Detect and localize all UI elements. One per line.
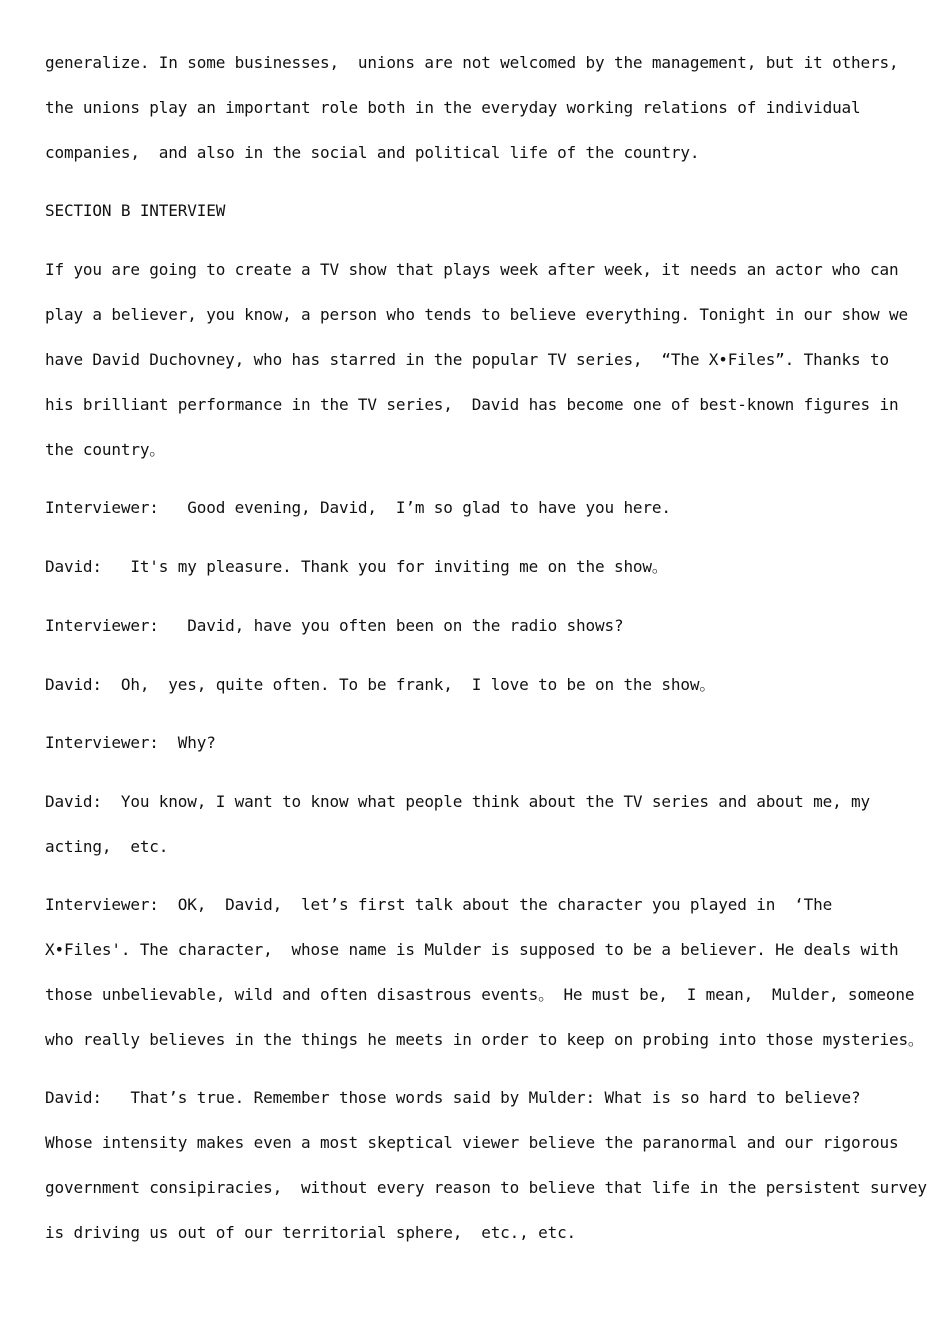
dialogue-line: Interviewer: Why? xyxy=(45,733,216,752)
section-heading: SECTION B INTERVIEW xyxy=(45,201,226,220)
dialogue-line: acting, etc. xyxy=(45,837,169,856)
dialogue-line: Interviewer: Good evening, David, I’m so glad to have you here. xyxy=(45,498,671,517)
text-line: play a believer, you know, a person who tends to believe everything. Tonight in our show we xyxy=(45,305,908,324)
dialogue-line: government consipiracies, without every reason to believe that life in the persistent survey xyxy=(45,1178,927,1197)
dialogue-line: Interviewer: OK, David, let’s first talk about the character you played in ‘The xyxy=(45,895,833,914)
dialogue-line: David: It's my pleasure. Thank you for inviting me on the show。 xyxy=(45,557,668,576)
text-line: generalize. In some businesses, unions are not welcomed by the management, but it others, xyxy=(45,53,899,72)
text-line: his brilliant performance in the TV series, David has become one of best-known figures in xyxy=(45,395,899,414)
dialogue-line: is driving us out of our territorial sphere, etc., etc. xyxy=(45,1223,577,1242)
text-line: companies, and also in the social and political life of the country. xyxy=(45,143,700,162)
dialogue-line: David: Oh, yes, quite often. To be frank, I love to be on the show。 xyxy=(45,675,716,694)
text-line: have David Duchovney, who has starred in the popular TV series, “The X•Files”. Thanks to xyxy=(45,350,889,369)
text-line: If you are going to create a TV show that plays week after week, it needs an actor who can xyxy=(45,260,899,279)
dialogue-line: David: You know, I want to know what people think about the TV series and about me, my xyxy=(45,792,871,811)
dialogue-line: X•Files'. The character, whose name is Mulder is supposed to be a believer. He deals with xyxy=(45,940,899,959)
dialogue-line: Interviewer: David, have you often been on the radio shows? xyxy=(45,616,624,635)
text-line: the unions play an important role both in the everyday working relations of individual xyxy=(45,98,861,117)
text-line: the country。 xyxy=(45,440,166,459)
dialogue-line: who really believes in the things he meets in order to keep on probing into those mysteries。 xyxy=(45,1030,924,1049)
dialogue-line: David: That’s true. Remember those words said by Mulder: What is so hard to believe? xyxy=(45,1088,861,1107)
dialogue-line: those unbelievable, wild and often disastrous events。 He must be, I mean, Mulder, someone xyxy=(45,985,915,1004)
dialogue-line: Whose intensity makes even a most skeptical viewer believe the paranormal and our rigorous xyxy=(45,1133,899,1152)
